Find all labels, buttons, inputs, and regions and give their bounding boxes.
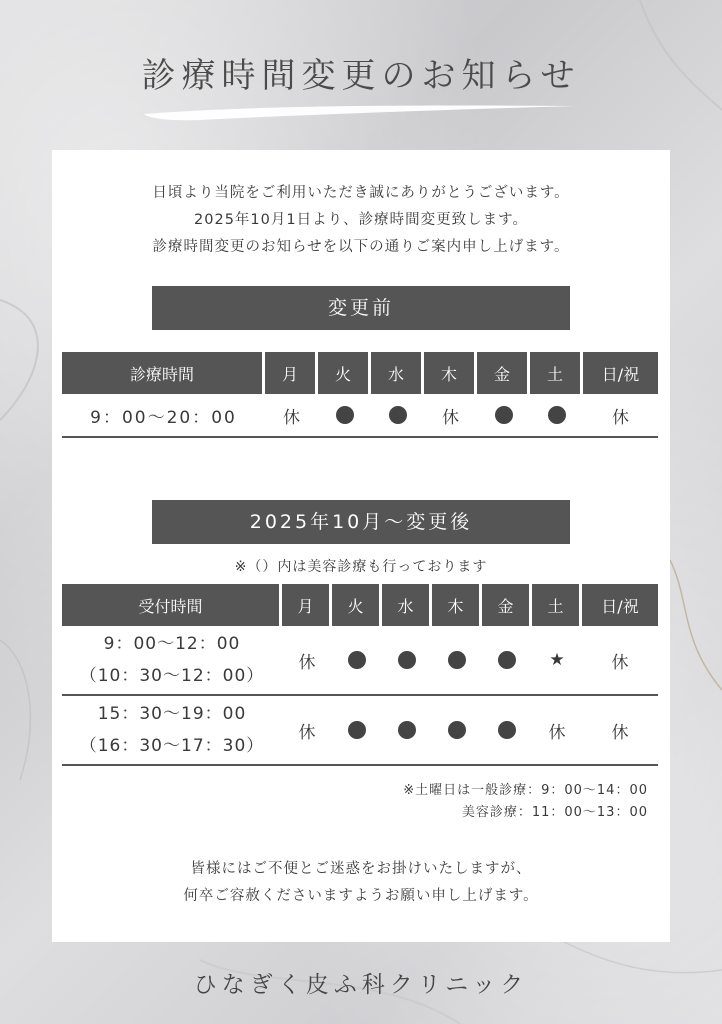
header-tue: 火	[318, 352, 371, 394]
header-thu: 木	[432, 584, 482, 626]
day-cell	[477, 394, 530, 438]
closing-line-2: 何卒ご容赦くださいますようお願い申し上げます。	[183, 888, 539, 904]
clinic-name: ひなぎく皮ふ科クリニック	[193, 972, 529, 998]
header-tue: 火	[332, 584, 382, 626]
intro-line-3: 診療時間変更のお知らせを以下の通りご案内申し上げます。	[152, 239, 570, 255]
day-cell: 休	[282, 696, 332, 766]
header-thu: 木	[424, 352, 477, 394]
time-main: 15：30〜19：00	[97, 704, 247, 724]
before-header-row	[62, 352, 658, 394]
header-sat: 土	[530, 352, 583, 394]
day-cell	[371, 394, 424, 438]
day-cell: 休	[532, 696, 582, 766]
open-dot-icon	[348, 651, 366, 669]
day-cell: 休	[265, 394, 318, 438]
day-cell: 休	[583, 394, 658, 438]
table-row	[62, 626, 658, 696]
intro-line-2: 2025年10月1日より、診療時間変更致します。	[194, 212, 528, 228]
beauty-note: ※（）内は美容診療も行っております	[234, 559, 488, 575]
header-mon: 月	[265, 352, 318, 394]
intro-text	[52, 180, 670, 261]
day-cell	[382, 696, 432, 766]
notice-card	[52, 150, 670, 942]
after-schedule-table	[62, 584, 658, 766]
table-row	[62, 394, 658, 438]
after-banner: 2025年10月〜変更後	[152, 500, 570, 544]
header-sun-holiday: 日/祝	[582, 584, 658, 626]
day-cell: 休	[582, 626, 658, 696]
open-dot-icon	[448, 651, 466, 669]
intro-line-1: 日頃より当院をご利用いただき誠にありがとうございます。	[152, 185, 570, 201]
before-banner: 変更前	[152, 286, 570, 330]
day-cell	[318, 394, 371, 438]
header-sun-holiday: 日/祝	[583, 352, 658, 394]
day-cell	[530, 394, 583, 438]
day-cell: 休	[282, 626, 332, 696]
open-dot-icon	[548, 406, 566, 424]
day-cell	[332, 626, 382, 696]
saturday-note	[403, 780, 648, 824]
brush-underline	[140, 94, 580, 124]
time-sub: （16：30〜17：30）	[79, 736, 265, 756]
header-time: 診療時間	[62, 352, 265, 394]
header-mon: 月	[282, 584, 332, 626]
open-dot-icon	[398, 721, 416, 739]
day-cell	[482, 696, 532, 766]
open-dot-icon	[336, 406, 354, 424]
time-cell	[62, 696, 282, 766]
day-cell	[332, 696, 382, 766]
page-title: 診療時間変更のお知らせ	[141, 56, 581, 96]
header-wed: 水	[382, 584, 432, 626]
time-cell: 9：00〜20：00	[62, 394, 265, 438]
day-cell: ★	[532, 626, 582, 696]
open-dot-icon	[495, 406, 513, 424]
open-dot-icon	[498, 721, 516, 739]
open-dot-icon	[498, 651, 516, 669]
open-dot-icon	[448, 721, 466, 739]
header-fri: 金	[477, 352, 530, 394]
closing-line-1: 皆様にはご不便とご迷惑をお掛けいたしますが、	[190, 861, 532, 877]
table-row	[62, 696, 658, 766]
saturday-note-line-1: ※土曜日は一般診療：9：00〜14：00	[403, 783, 648, 798]
day-cell	[432, 626, 482, 696]
header-fri: 金	[482, 584, 532, 626]
header-reception-time: 受付時間	[62, 584, 282, 626]
header-sat: 土	[532, 584, 582, 626]
time-sub: （10：30〜12：00）	[79, 666, 265, 686]
day-cell: 休	[582, 696, 658, 766]
open-dot-icon	[398, 651, 416, 669]
closing-text	[52, 856, 670, 910]
open-dot-icon	[389, 406, 407, 424]
day-cell: 休	[424, 394, 477, 438]
saturday-note-line-2: 美容診療：11：00〜13：00	[461, 805, 648, 820]
time-main: 9：00〜12：00	[103, 634, 241, 654]
time-cell	[62, 626, 282, 696]
day-cell	[432, 696, 482, 766]
day-cell	[482, 626, 532, 696]
before-schedule-table	[62, 352, 658, 438]
after-header-row	[62, 584, 658, 626]
header-wed: 水	[371, 352, 424, 394]
day-cell	[382, 626, 432, 696]
open-dot-icon	[348, 721, 366, 739]
